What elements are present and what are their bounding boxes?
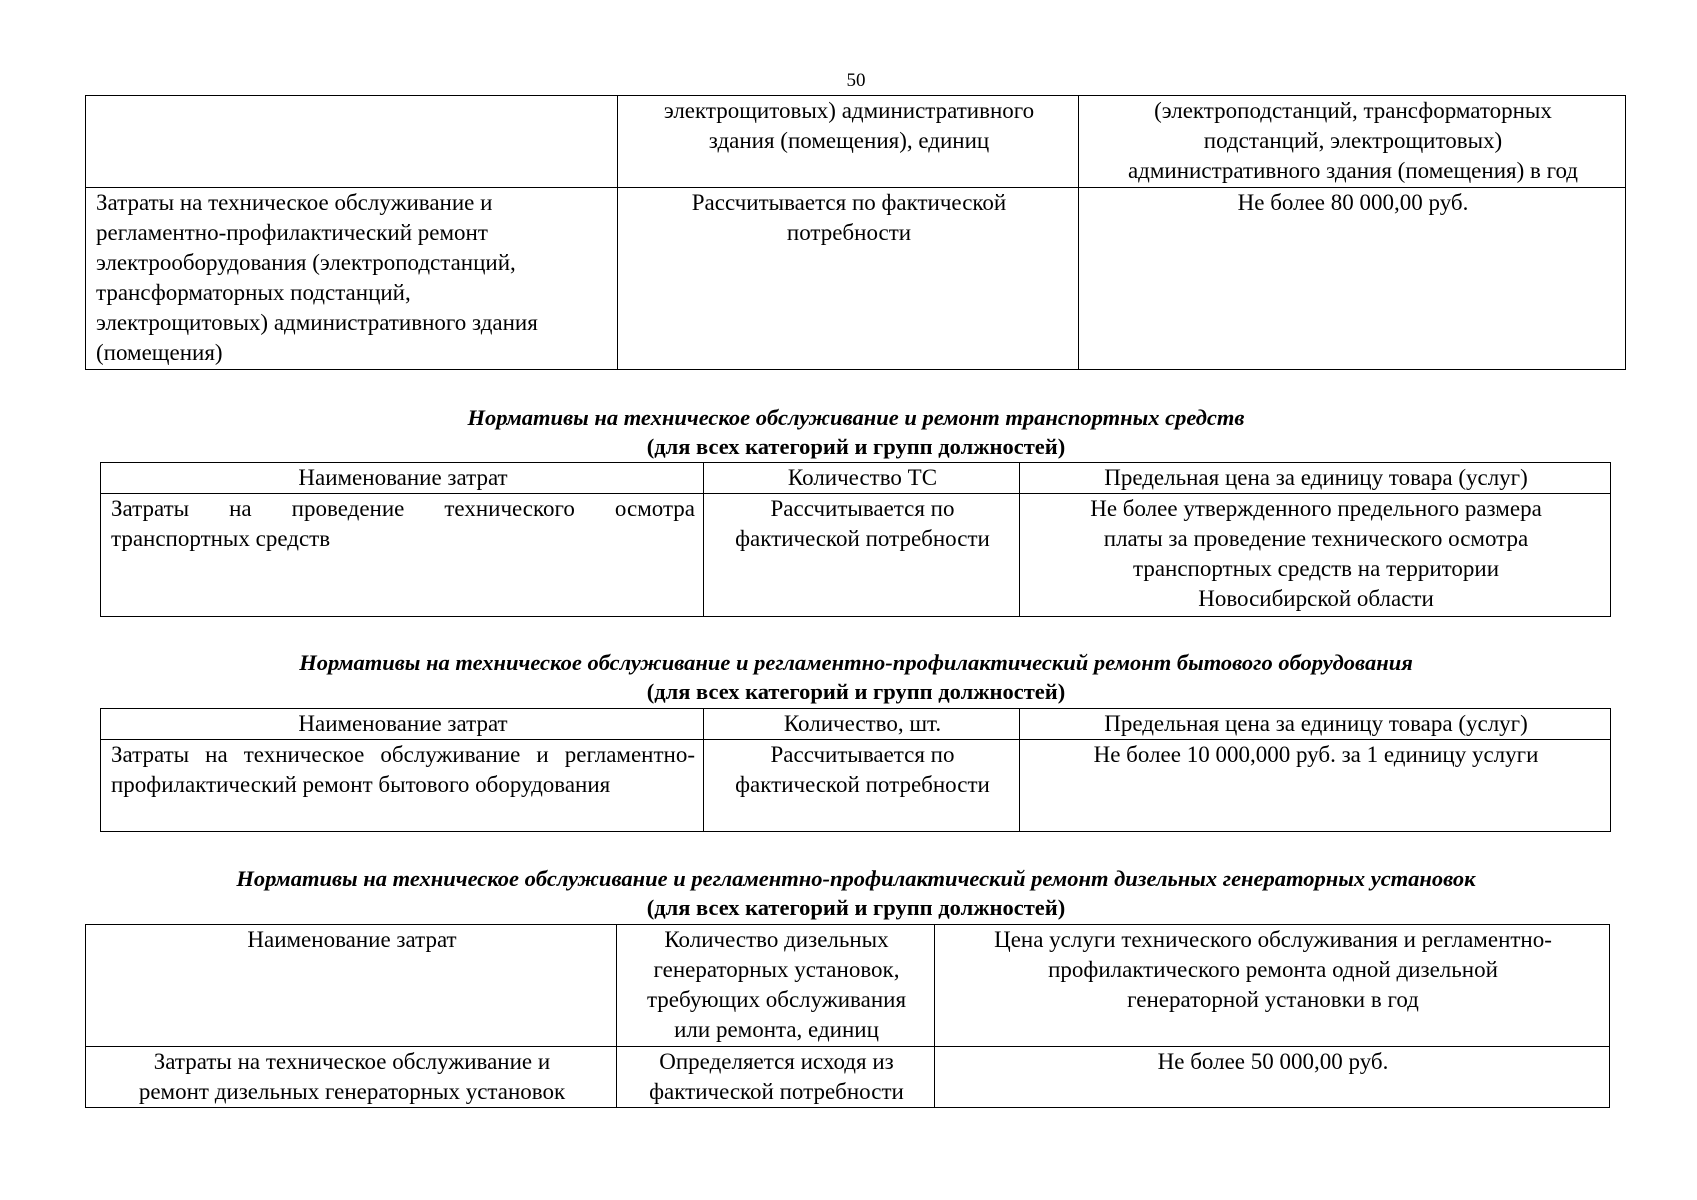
table-row [86,188,1626,370]
section-title: Нормативы на техническое обслуживание и ремонт транспортных средств [467,405,1245,430]
table-cell: Затраты на техническое обслуживание и регламентно-профилактический ремонт бытового оборудования [101,740,704,832]
table-cell: Рассчитывается по фактической потребности [704,740,1020,832]
diesel-generator-table [85,924,1610,1108]
column-header: Количество, шт. [704,709,1020,740]
table-row [101,494,1611,617]
table-cell: Рассчитывается по фактической потребности [618,188,1079,370]
table-cell: Определяется исходя из фактической потребности [617,1047,935,1108]
electrical-equipment-table [85,95,1626,370]
section-title: Нормативы на техническое обслуживание и регламентно-профилактический ремонт дизельных генераторных установок [236,866,1476,891]
table-header-row [101,463,1611,494]
column-header: Предельная цена за единицу товара (услуг) [1020,463,1611,494]
table-header-row [86,925,1610,1047]
page-number: 50 [846,70,866,91]
column-header: Наименование затрат [101,709,704,740]
table-cell: Затраты на проведение технического осмотра транспортных средств [101,494,704,617]
section-subtitle: (для всех категорий и групп должностей) [646,434,1066,459]
table-cell: электрощитовых) административного здания (помещения), единиц [618,96,1079,188]
table-cell: Затраты на техническое обслуживание и ремонт дизельных генераторных установок [86,1047,617,1108]
column-header: Цена услуги технического обслуживания и регламентно- профилактического ремонта одной дизельной генераторной установки в год [935,925,1610,1047]
column-header: Количество дизельных генераторных установок, требующих обслуживания или ремонта, единиц [617,925,935,1047]
household-equipment-table [100,708,1611,832]
table-cell: Не более утвержденного предельного размера платы за проведение технического осмотра транспортных средств на территории Новосибирской области [1020,494,1611,617]
table-header-row [101,709,1611,740]
table-cell: Не более 10 000,000 руб. за 1 единицу услуги [1020,740,1611,832]
table-cell: Не более 50 000,00 руб. [935,1047,1610,1108]
section-title: Нормативы на техническое обслуживание и регламентно-профилактический ремонт бытового оборудования [299,650,1413,675]
table-row [101,740,1611,832]
transport-table [100,462,1611,617]
column-header: Наименование затрат [101,463,704,494]
column-header: Количество ТС [704,463,1020,494]
table-cell [86,96,618,188]
column-header: Наименование затрат [86,925,617,1047]
table-row [86,96,1626,188]
table-cell: Рассчитывается по фактической потребности [704,494,1020,617]
table-cell: (электроподстанций, трансформаторных подстанций, электрощитовых) административного здания (помещения) в год [1079,96,1626,188]
section-subtitle: (для всех категорий и групп должностей) [646,679,1066,704]
column-header: Предельная цена за единицу товара (услуг) [1020,709,1611,740]
table-row [86,1047,1610,1108]
table-cell: Не более 80 000,00 руб. [1079,188,1626,370]
section-heading-household [40,648,1672,706]
section-heading-transport [40,403,1672,461]
section-heading-diesel [40,864,1672,922]
section-subtitle: (для всех категорий и групп должностей) [646,895,1066,920]
table-cell: Затраты на техническое обслуживание и регламентно-профилактический ремонт электрооборудования (электроподстанций, трансформаторных подстанций, электрощитовых) административного здания (помещения) [86,188,618,370]
